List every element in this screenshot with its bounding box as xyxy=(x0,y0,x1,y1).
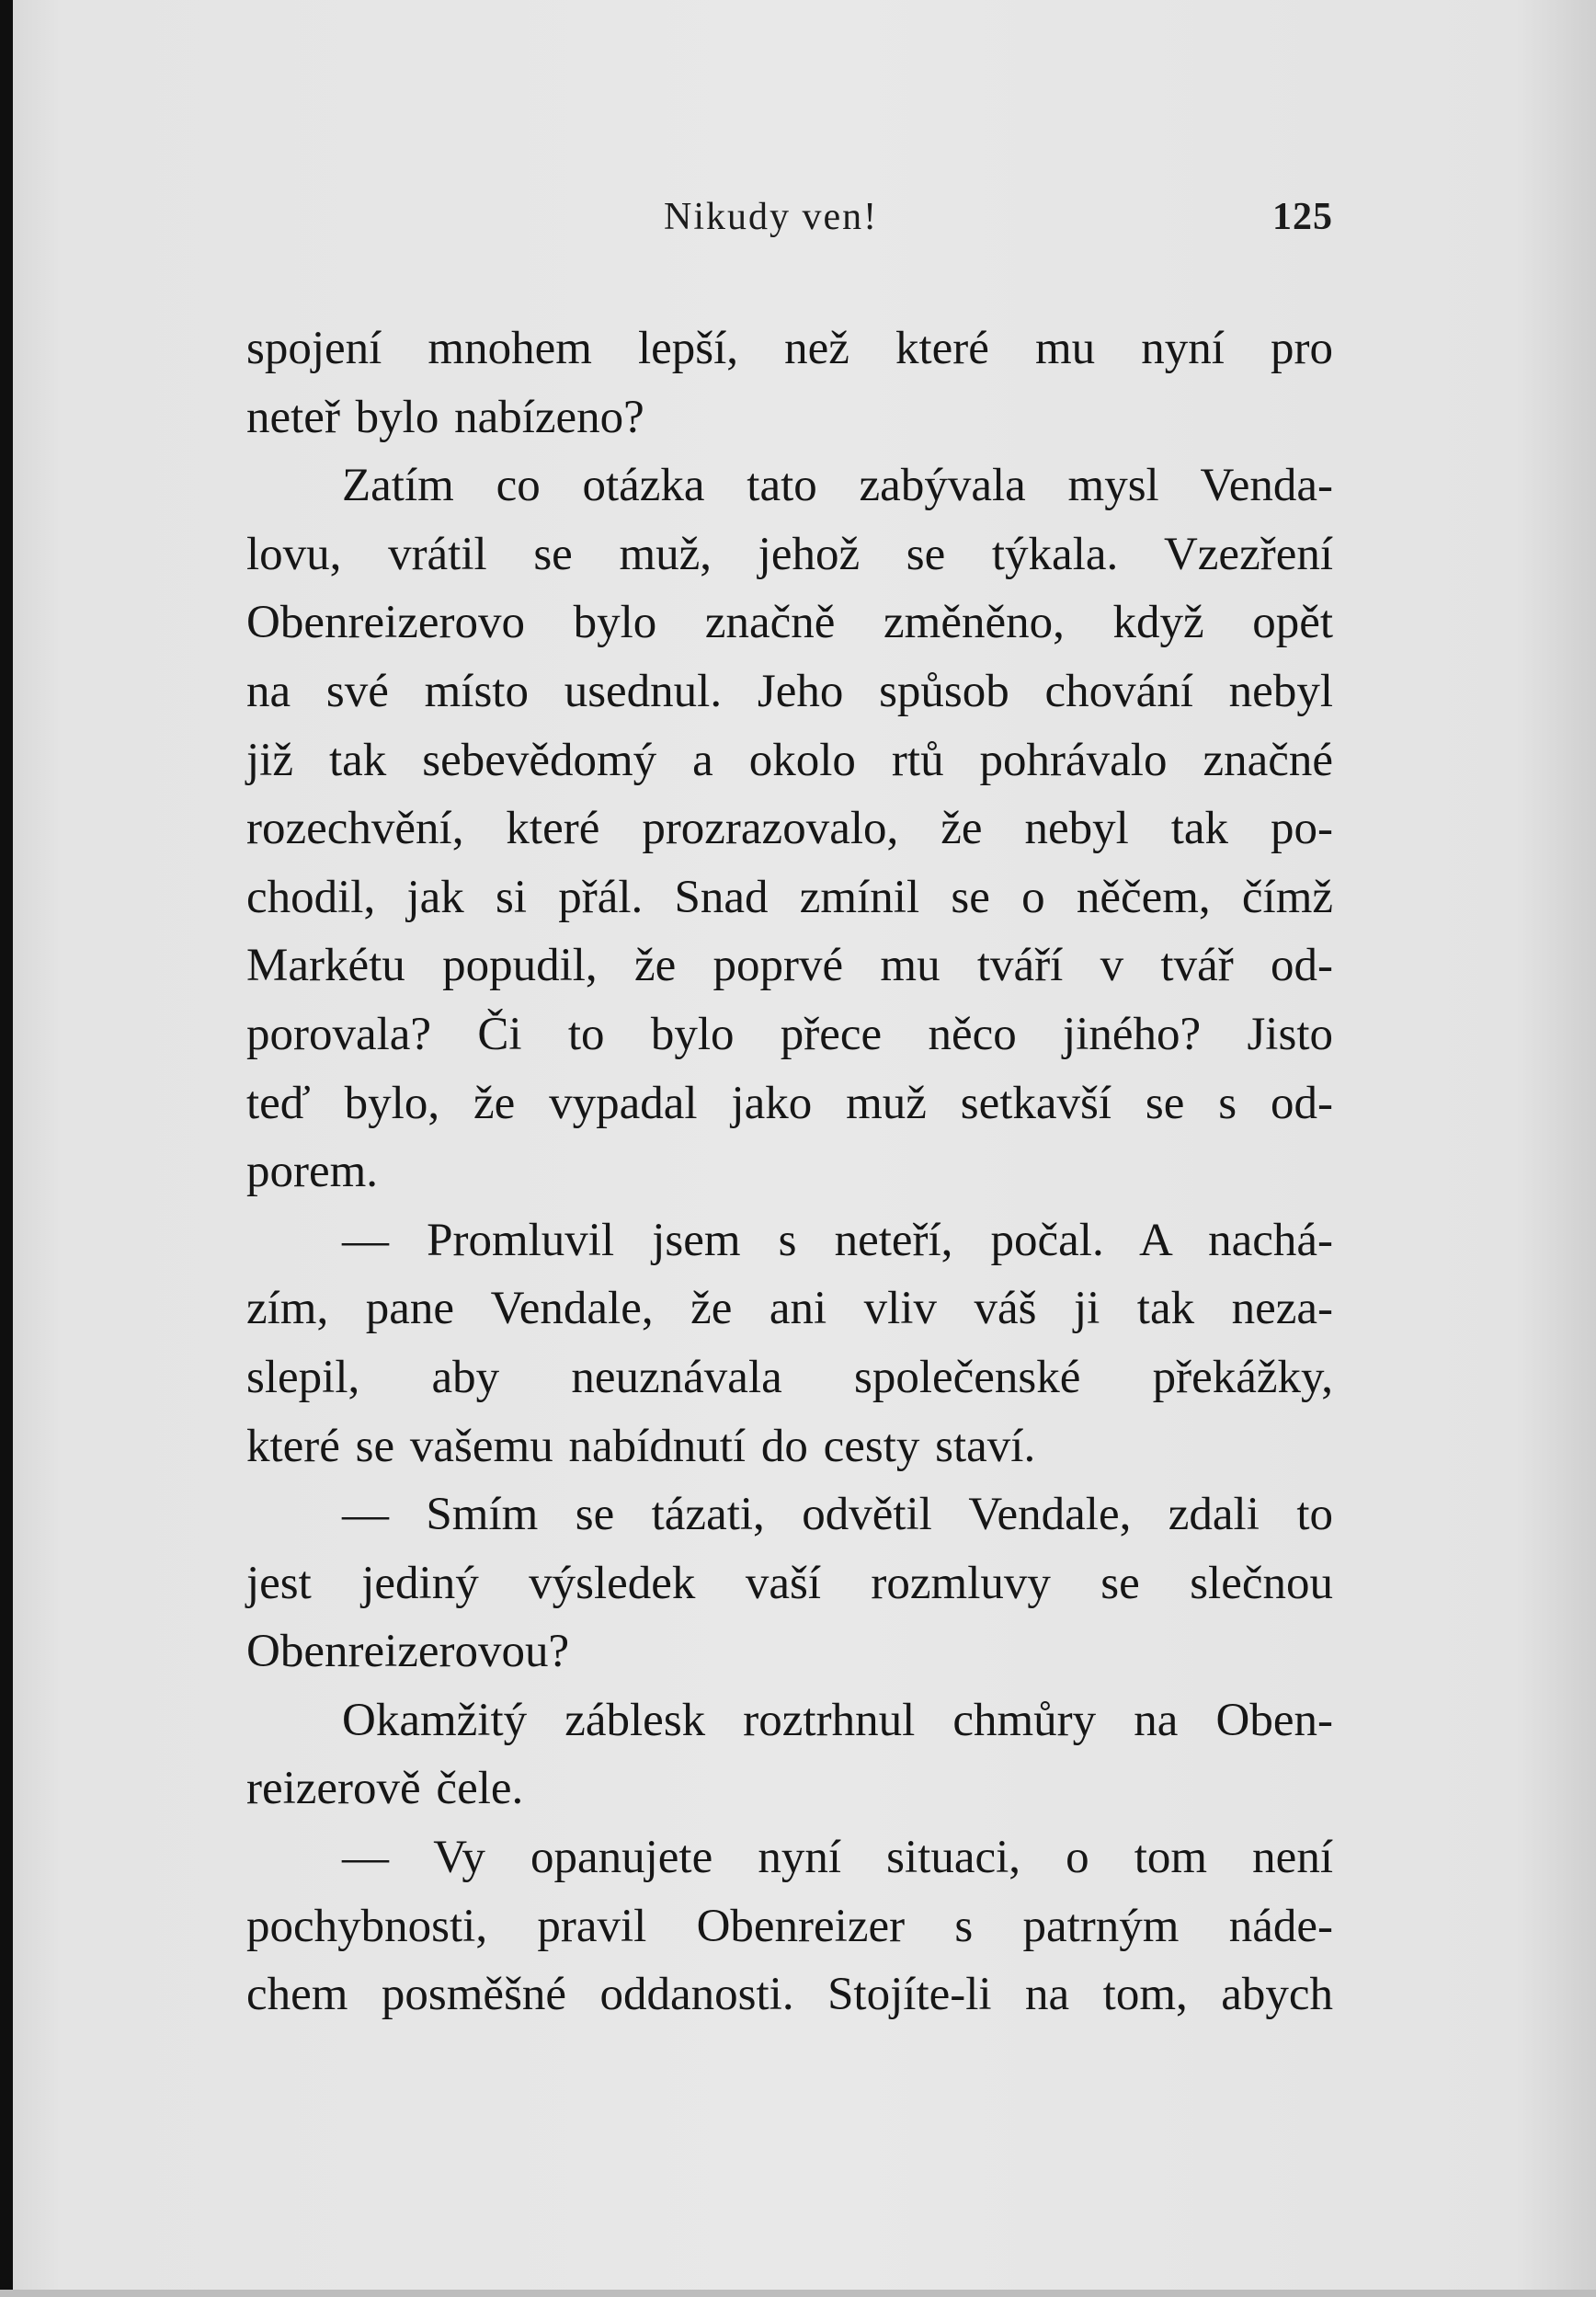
text-line: lovu, vrátil se muž, jehož se týkala. Vzezření xyxy=(246,528,1333,580)
text-line: — Promluvil jsem s neteří, počal. A nachá- xyxy=(342,1214,1333,1266)
text-line: Obenreizerovou? xyxy=(246,1626,570,1678)
running-title: Nikudy ven! xyxy=(664,196,879,238)
text-line: — Smím se tázati, odvětil Vendale, zdali to xyxy=(342,1489,1333,1541)
text-line: — Vy opanujete nyní situaci, o tom není xyxy=(342,1832,1333,1884)
text-line: které se vašemu nabídnutí do cesty staví. xyxy=(246,1420,1036,1472)
text-line: porem. xyxy=(246,1146,379,1198)
text-line: na své místo usednul. Jeho spůsob chování nebyl xyxy=(246,665,1333,717)
text-line: zím, pane Vendale, že ani vliv váš ji tak neza- xyxy=(246,1283,1333,1335)
text-line: spojení mnohem lepší, než které mu nyní pro xyxy=(246,323,1333,374)
page-header xyxy=(246,195,1333,250)
text-line: neteř bylo nabízeno? xyxy=(246,391,644,443)
text-line: Zatím co otázka tato zabývala mysl Venda- xyxy=(342,460,1333,512)
page-number: 125 xyxy=(1272,196,1333,238)
page-bottom-edge xyxy=(0,2290,1596,2297)
text-line: již tak sebevědomý a okolo rtů pohrávalo značné xyxy=(246,734,1333,786)
text-line: porovala? Či to bylo přece něco jiného? Jisto xyxy=(246,1008,1333,1060)
text-line: teď bylo, že vypadal jako muž setkavší se s od- xyxy=(246,1077,1333,1129)
text-line: pochybnosti, pravil Obenreizer s patrným náde- xyxy=(246,1900,1333,1952)
body-text xyxy=(246,314,1333,2029)
text-line: Markétu popudil, že poprvé mu tváří v tvář od- xyxy=(246,940,1333,992)
text-line: Okamžitý záblesk roztrhnul chmůry na Oben- xyxy=(342,1694,1333,1746)
text-line: chem posměšné oddanosti. Stojíte-li na tom, abych xyxy=(246,1969,1333,2021)
text-line: jest jediný výsledek vaší rozmluvy se slečnou xyxy=(246,1557,1333,1609)
text-line: reizerově čele. xyxy=(246,1763,524,1815)
text-line: rozechvění, které prozrazovalo, že nebyl tak po- xyxy=(246,803,1333,855)
text-line: slepil, aby neuznávala společenské překážky, xyxy=(246,1351,1333,1403)
page-binding-edge xyxy=(0,0,13,2297)
text-line: chodil, jak si přál. Snad zmínil se o něčem, čímž xyxy=(246,871,1333,923)
text-line: Obenreizerovo bylo značně změněno, když opět xyxy=(246,597,1333,649)
